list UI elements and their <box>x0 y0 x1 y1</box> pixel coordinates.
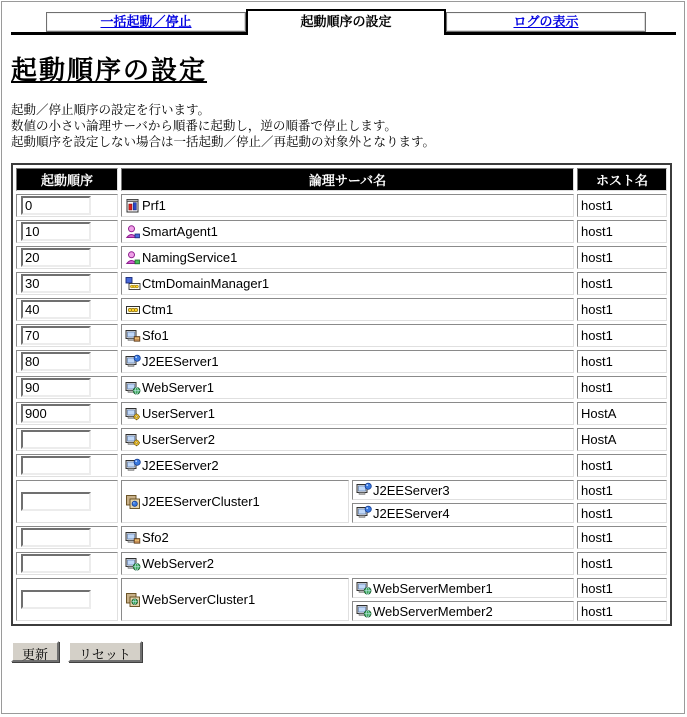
tab-startup-order-settings[interactable] <box>246 9 446 35</box>
table-row <box>16 350 667 373</box>
startup-order-cell <box>16 194 118 217</box>
host-name-cell: host1 <box>577 601 667 621</box>
startup-order-input[interactable] <box>21 326 91 345</box>
logical-server-cell <box>121 526 574 549</box>
web-cluster-icon <box>125 592 141 608</box>
description-line-1: 起動／停止順序の設定を行います。 <box>11 103 211 117</box>
smart-agent-icon <box>125 224 141 240</box>
logical-server-cell <box>121 402 574 425</box>
cluster-member-cell <box>352 601 574 621</box>
server-name-cell <box>125 354 570 370</box>
startup-order-cell <box>16 324 118 347</box>
j2ee-server-icon <box>356 505 372 521</box>
startup-order-input[interactable] <box>21 274 91 293</box>
startup-order-cell <box>16 350 118 373</box>
table-row <box>16 324 667 347</box>
server-name-label: SmartAgent1 <box>142 224 218 239</box>
j2ee-server-icon <box>125 354 141 370</box>
server-name-cell <box>125 302 570 318</box>
table-row <box>16 376 667 399</box>
startup-order-cell <box>16 428 118 451</box>
logical-server-cell <box>121 246 574 269</box>
startup-order-cell <box>16 552 118 575</box>
update-button[interactable]: 更新 <box>11 641 59 662</box>
server-name-label: J2EEServer2 <box>142 458 219 473</box>
table-row <box>16 402 667 425</box>
logical-server-cell <box>121 350 574 373</box>
startup-order-input[interactable] <box>21 248 91 267</box>
server-name-label: J2EEServerCluster1 <box>142 494 260 509</box>
table-row-cluster <box>16 480 667 500</box>
ctm-icon <box>125 302 141 318</box>
tab-bar <box>11 9 676 35</box>
server-name-cell <box>356 505 570 521</box>
header-host-name: ホスト名 <box>577 168 667 191</box>
web-server-icon <box>125 556 141 572</box>
server-name-label: Sfo2 <box>142 530 169 545</box>
cluster-member-cell <box>352 503 574 523</box>
web-server-icon <box>125 380 141 396</box>
server-name-label: Ctm1 <box>142 302 174 317</box>
server-name-cell <box>125 328 570 344</box>
host-name-cell: HostA <box>577 402 667 425</box>
startup-order-cell <box>16 402 118 425</box>
server-name-cell <box>356 603 570 619</box>
host-name-cell: host1 <box>577 272 667 295</box>
server-name-cell <box>125 406 570 422</box>
startup-order-input[interactable] <box>21 352 91 371</box>
logical-server-cell <box>121 194 574 217</box>
server-name-label: WebServerMember1 <box>373 580 493 596</box>
j2ee-server-icon <box>125 458 141 474</box>
table-row <box>16 220 667 243</box>
console-page <box>1 1 685 714</box>
startup-order-input[interactable] <box>21 196 91 215</box>
host-name-cell: host1 <box>577 324 667 347</box>
logical-server-cell <box>121 376 574 399</box>
tab-batch-start-stop-label: 一括起動／停止 <box>100 14 192 29</box>
sfo-icon <box>125 530 141 546</box>
j2ee-cluster-icon <box>125 494 141 510</box>
server-name-cell <box>125 250 570 266</box>
server-name-cell <box>125 276 570 292</box>
host-name-cell: HostA <box>577 428 667 451</box>
host-name-cell: host1 <box>577 298 667 321</box>
server-name-cell <box>356 482 570 498</box>
startup-order-input[interactable] <box>21 456 91 475</box>
logical-server-cell <box>121 220 574 243</box>
startup-order-cell <box>16 220 118 243</box>
startup-order-input[interactable] <box>21 404 91 423</box>
server-name-label: J2EEServer1 <box>142 354 219 369</box>
tab-log-display-label: ログの表示 <box>513 14 579 29</box>
startup-order-cell <box>16 246 118 269</box>
header-startup-order: 起動順序 <box>16 168 118 191</box>
server-name-cell <box>356 580 570 596</box>
cluster-name-cell <box>121 578 349 621</box>
server-name-label: Prf1 <box>142 198 166 213</box>
startup-order-cell <box>16 526 118 549</box>
host-name-cell: host1 <box>577 503 667 523</box>
host-name-cell: host1 <box>577 220 667 243</box>
web-server-icon <box>356 580 372 596</box>
tab-startup-order-settings-label: 起動順序の設定 <box>300 14 392 29</box>
server-name-label: UserServer1 <box>142 406 215 421</box>
page-title: 起動順序の設定 <box>11 55 208 85</box>
naming-service-icon <box>125 250 141 266</box>
host-name-cell: host1 <box>577 350 667 373</box>
user-server-icon <box>125 432 141 448</box>
server-name-label: NamingService1 <box>142 250 238 265</box>
startup-order-cell <box>16 298 118 321</box>
sfo-icon <box>125 328 141 344</box>
action-bar <box>11 641 684 662</box>
server-name-cell <box>125 494 345 510</box>
tab-batch-start-stop[interactable] <box>46 12 246 32</box>
startup-order-input[interactable] <box>21 222 91 241</box>
j2ee-server-icon <box>356 482 372 498</box>
ctm-domain-manager-icon <box>125 276 141 292</box>
server-name-label: WebServerMember2 <box>373 603 493 619</box>
server-name-label: WebServer2 <box>142 556 215 571</box>
table-row <box>16 552 667 575</box>
host-name-cell: host1 <box>577 454 667 477</box>
web-server-icon <box>356 603 372 619</box>
server-name-cell <box>125 556 570 572</box>
logical-server-cell <box>121 428 574 451</box>
tab-log-display[interactable] <box>446 12 646 32</box>
server-name-cell <box>125 380 570 396</box>
table-row <box>16 194 667 217</box>
table-row <box>16 454 667 477</box>
prf-icon <box>125 198 141 214</box>
host-name-cell: host1 <box>577 578 667 598</box>
logical-server-cell <box>121 454 574 477</box>
table-row <box>16 298 667 321</box>
server-name-cell <box>125 224 570 240</box>
startup-order-input[interactable] <box>21 492 91 511</box>
user-server-icon <box>125 406 141 422</box>
table-row <box>16 246 667 269</box>
host-name-cell: host1 <box>577 246 667 269</box>
startup-order-cell <box>16 480 118 523</box>
startup-order-cell <box>16 454 118 477</box>
description-line-2: 数値の小さい論理サーバから順番に起動し，逆の順番で停止します。 <box>11 119 397 133</box>
startup-order-table <box>11 163 672 626</box>
host-name-cell: host1 <box>577 480 667 500</box>
reset-button[interactable]: リセット <box>68 641 142 662</box>
startup-order-input[interactable] <box>21 554 91 573</box>
server-name-label: WebServer1 <box>142 380 215 395</box>
startup-order-cell <box>16 578 118 621</box>
server-name-cell <box>125 198 570 214</box>
table-row <box>16 526 667 549</box>
server-name-label: J2EEServer4 <box>373 505 450 521</box>
table-header-row <box>16 168 667 191</box>
logical-server-cell <box>121 272 574 295</box>
server-name-label: CtmDomainManager1 <box>142 276 270 291</box>
host-name-cell: host1 <box>577 526 667 549</box>
server-name-cell <box>125 432 570 448</box>
cluster-member-cell <box>352 578 574 598</box>
server-name-label: Sfo1 <box>142 328 169 343</box>
startup-order-input[interactable] <box>21 378 91 397</box>
startup-order-cell <box>16 376 118 399</box>
logical-server-cell <box>121 324 574 347</box>
table-row <box>16 272 667 295</box>
host-name-cell: host1 <box>577 194 667 217</box>
startup-order-input[interactable] <box>21 528 91 547</box>
server-name-label: UserServer2 <box>142 432 215 447</box>
logical-server-cell <box>121 552 574 575</box>
server-name-cell <box>125 592 345 608</box>
logical-server-cell <box>121 298 574 321</box>
startup-order-input[interactable] <box>21 430 91 449</box>
description-line-3: 起動順序を設定しない場合は一括起動／停止／再起動の対象外となります。 <box>11 135 436 149</box>
startup-order-cell <box>16 272 118 295</box>
host-name-cell: host1 <box>577 552 667 575</box>
header-logical-server-name: 論理サーバ名 <box>121 168 574 191</box>
cluster-member-cell <box>352 480 574 500</box>
startup-order-input[interactable] <box>21 590 91 609</box>
startup-order-input[interactable] <box>21 300 91 319</box>
table-row-cluster <box>16 578 667 598</box>
cluster-name-cell <box>121 480 349 523</box>
server-name-label: WebServerCluster1 <box>142 592 256 607</box>
host-name-cell: host1 <box>577 376 667 399</box>
description <box>11 102 684 150</box>
server-name-cell <box>125 458 570 474</box>
table-row <box>16 428 667 451</box>
server-name-cell <box>125 530 570 546</box>
server-name-label: J2EEServer3 <box>373 482 450 498</box>
